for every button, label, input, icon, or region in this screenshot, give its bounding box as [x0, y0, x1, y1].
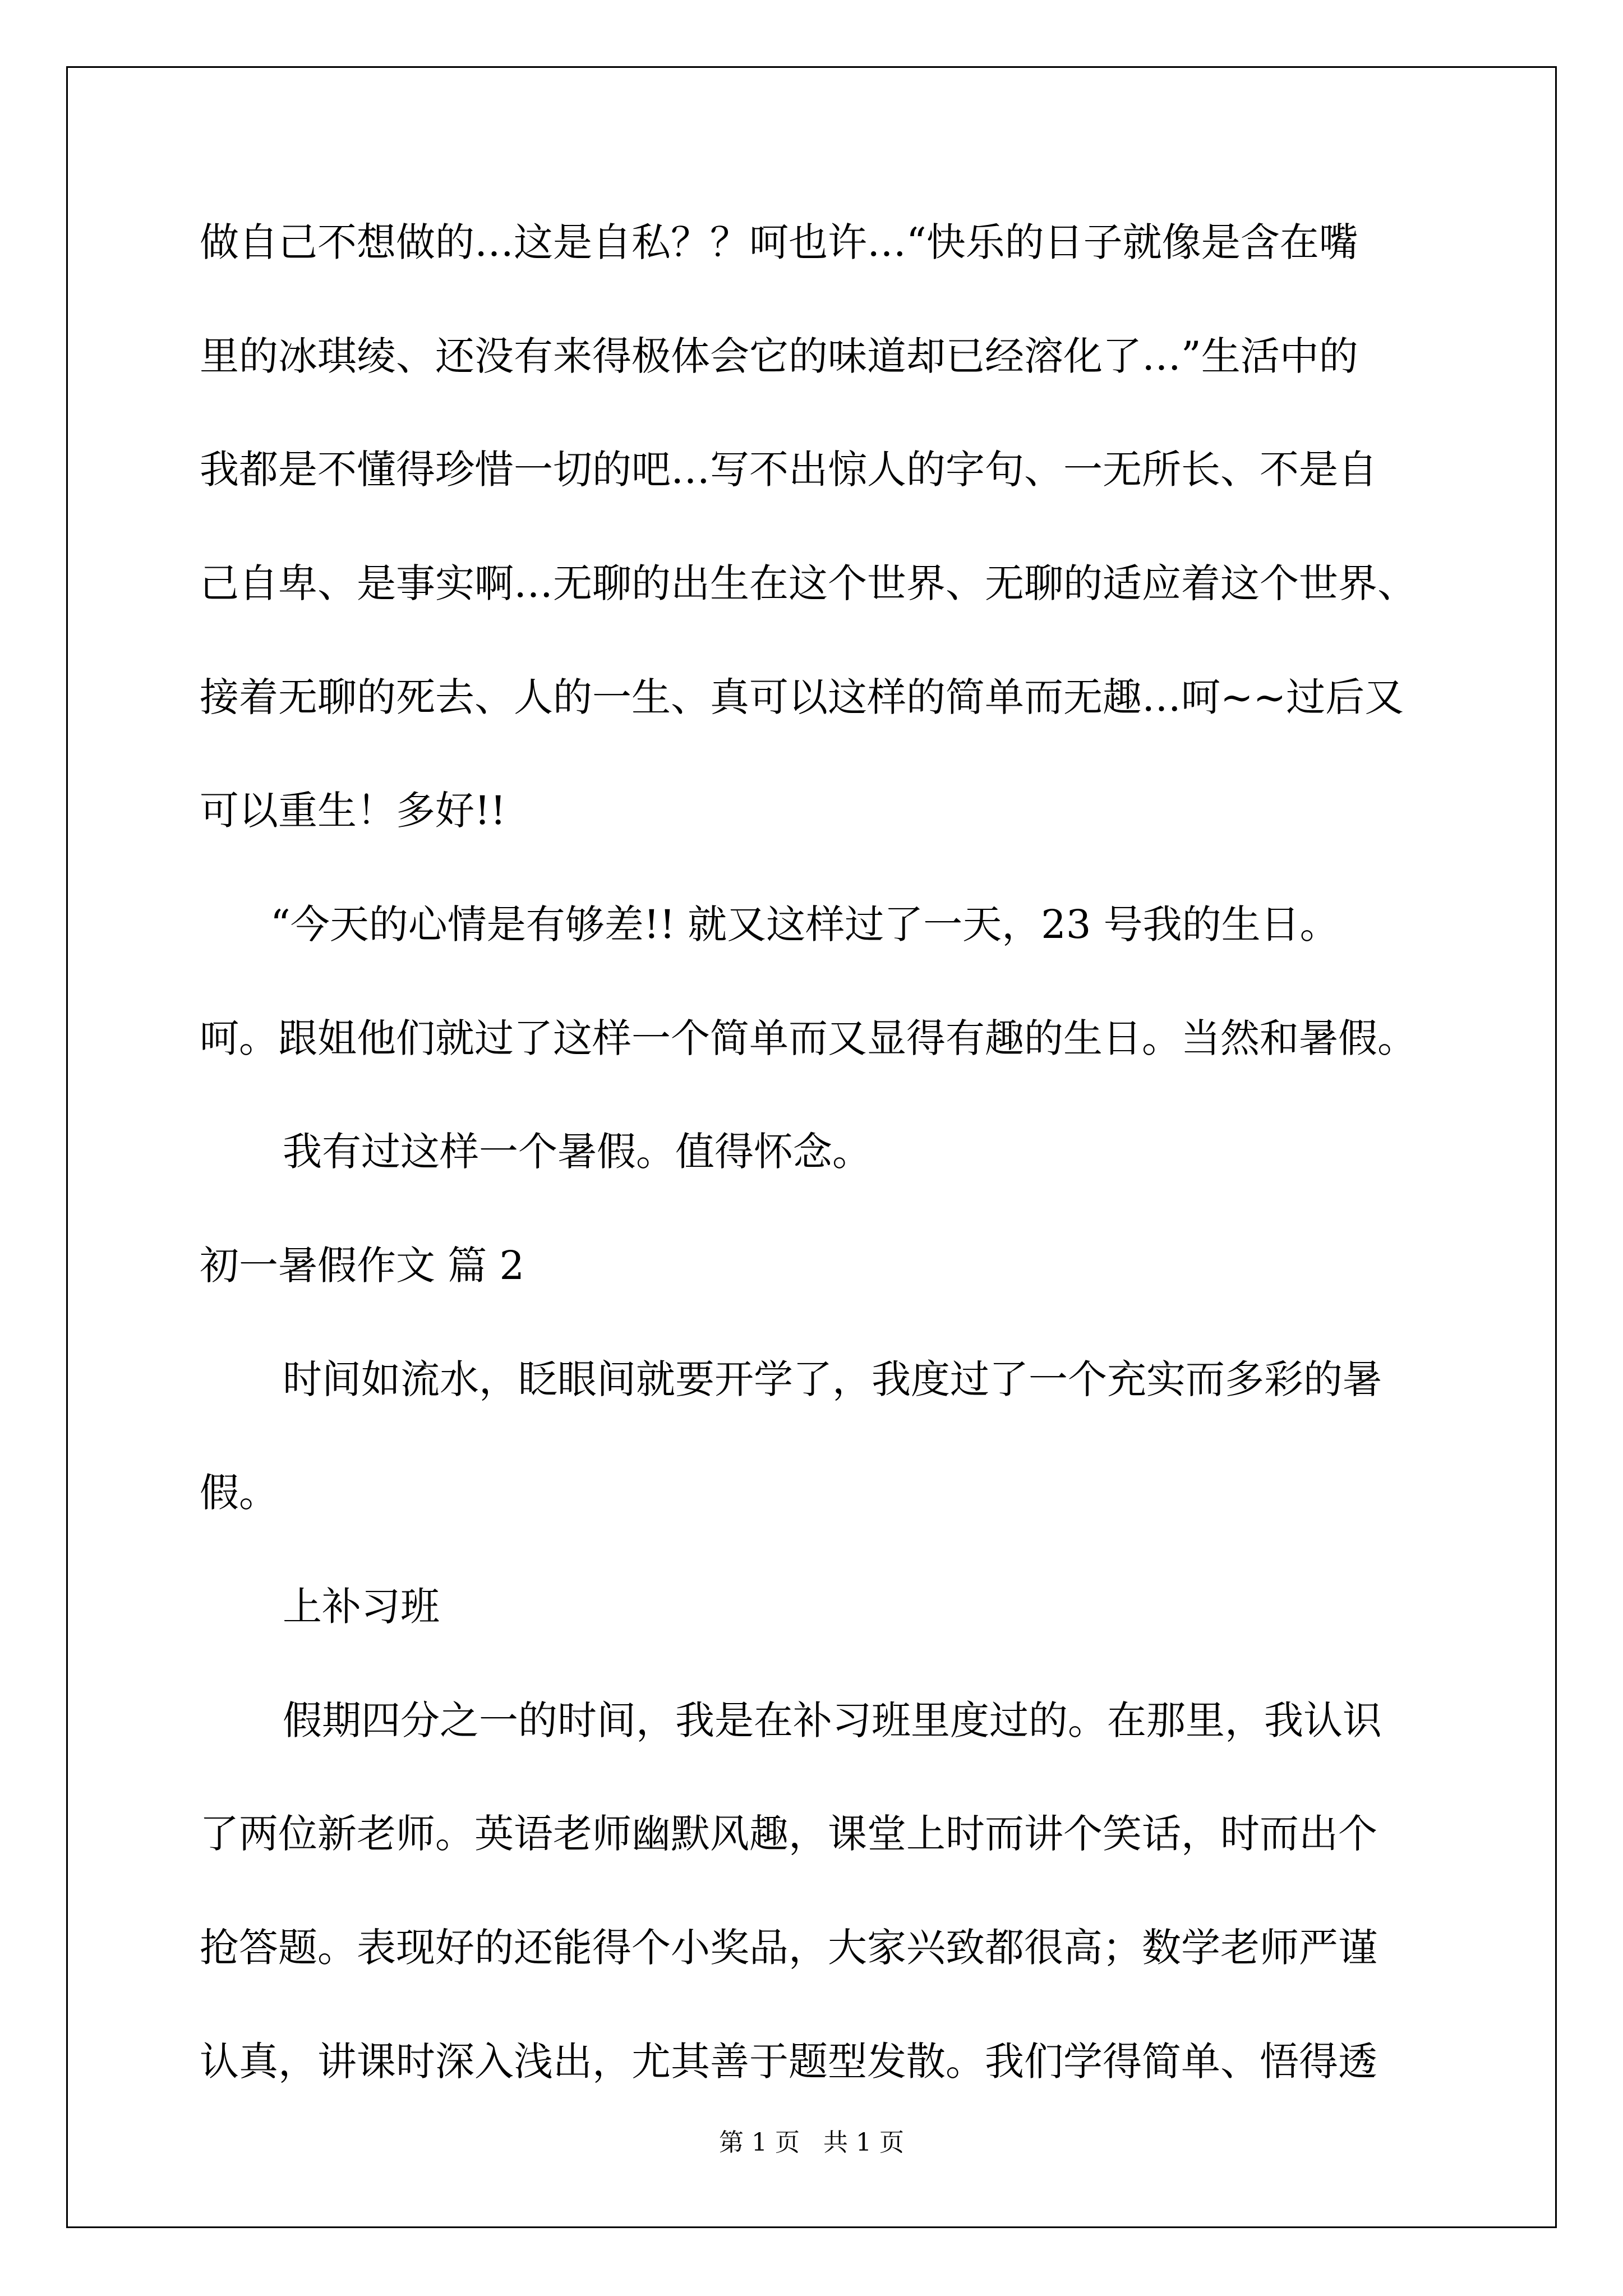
section-heading: 初一暑假作文 篇 2	[200, 1243, 525, 1289]
body-line-3: 我都是不懂得珍惜一切的吧…写不出惊人的字句、一无所长、不是自	[200, 447, 1377, 493]
body-line-2: 里的冰琪绫、还没有来得极体会它的味道却已经溶化了…”生活中的	[200, 333, 1358, 379]
body-line-1: 做自己不想做的…这是自私？？呵也许…“快乐的日子就像是含在嘴	[200, 219, 1358, 265]
body-line-17: 认真，讲课时深入浅出，尤其善于题型发散。我们学得简单、悟得透	[200, 2039, 1377, 2085]
body-line-15: 了两位新老师。英语老师幽默风趣，课堂上时而讲个笑话，时而出个	[200, 1811, 1377, 1857]
body-line-16: 抢答题。表现好的还能得个小奖品，大家兴致都很高；数学老师严谨	[200, 1925, 1377, 1971]
body-line-7: “今天的心情是有够差!! 就又这样过了一天，23 号我的生日。	[270, 901, 1339, 947]
body-line-11: 时间如流水，眨眼间就要开学了，我度过了一个充实而多彩的暑	[283, 1356, 1382, 1402]
body-line-12: 假。	[200, 1470, 278, 1516]
body-line-14: 假期四分之一的时间，我是在补习班里度过的。在那里，我认识	[283, 1697, 1382, 1743]
page-number-footer: 第 1 页 共 1 页	[719, 2128, 904, 2157]
subheading: 上补习班	[283, 1584, 440, 1630]
body-line-4: 己自卑、是事实啊…无聊的出生在这个世界、无聊的适应着这个世界、	[200, 560, 1417, 606]
body-line-8: 呵。跟姐他们就过了这样一个简单而又显得有趣的生日。当然和暑假。	[200, 1015, 1417, 1061]
body-line-5: 接着无聊的死去、人的一生、真可以这样的简单而无趣…呵~~过后又	[200, 674, 1404, 720]
body-line-6: 可以重生！多好!!	[200, 788, 506, 834]
body-line-9: 我有过这样一个暑假。值得怀念。	[283, 1129, 872, 1175]
